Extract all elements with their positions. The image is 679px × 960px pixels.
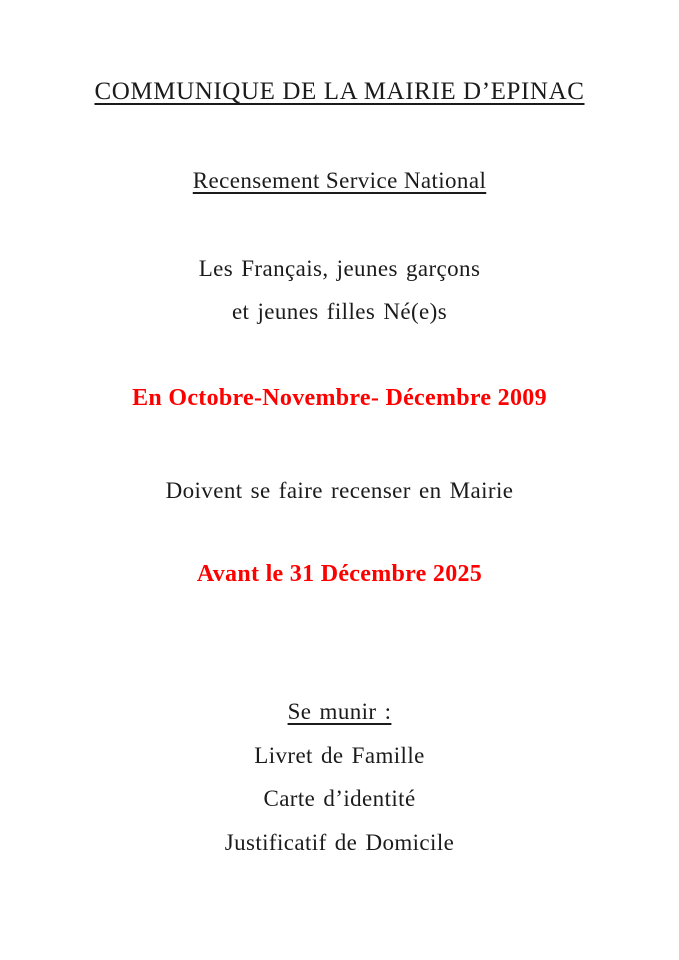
bring-item-livret: Livret de Famille bbox=[254, 743, 425, 768]
deadline-highlight: Avant le 31 Décembre 2025 bbox=[196, 561, 483, 587]
bring-heading: Se munir : bbox=[287, 699, 392, 724]
document-title: COMMUNIQUE DE LA MAIRIE D’EPINAC bbox=[94, 78, 585, 105]
birth-period-highlight: En Octobre-Novembre- Décembre 2009 bbox=[132, 385, 547, 411]
bring-item-justificatif: Justificatif de Domicile bbox=[224, 830, 455, 855]
audience-line-1: Les Français, jeunes garçons bbox=[198, 256, 481, 281]
document-subtitle: Recensement Service National bbox=[192, 168, 487, 193]
audience-line-2: et jeunes filles Né(e)s bbox=[231, 299, 448, 324]
instruction-line: Doivent se faire recenser en Mairie bbox=[165, 478, 514, 503]
bring-item-carte: Carte d’identité bbox=[263, 786, 416, 811]
